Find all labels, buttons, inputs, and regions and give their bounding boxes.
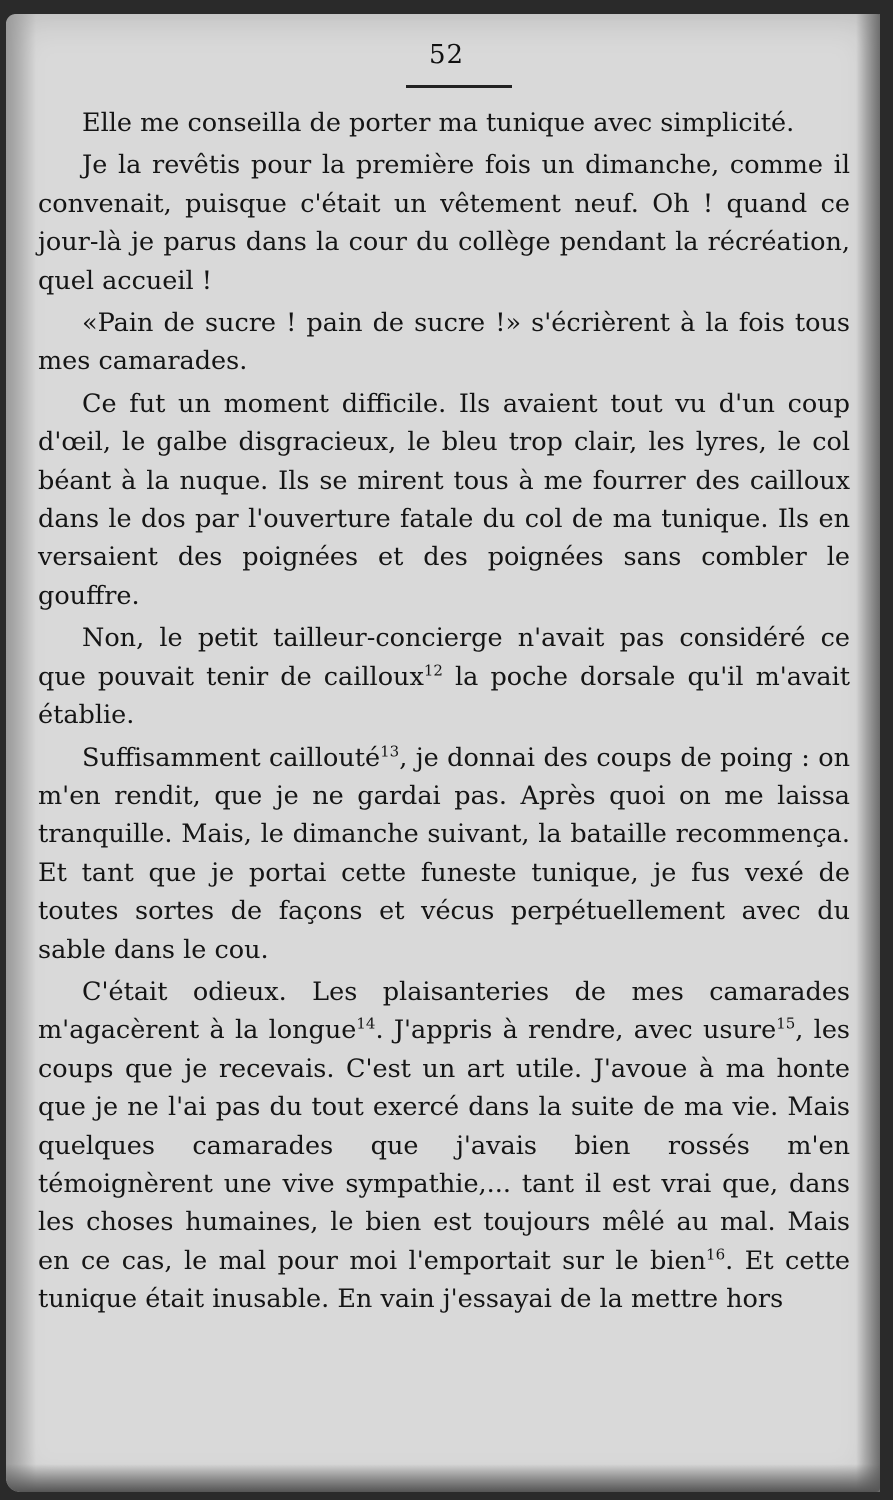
footnote-marker: 16 <box>706 1245 726 1264</box>
header-rule <box>406 85 512 88</box>
paragraph <box>38 973 850 1319</box>
footnote-marker: 14 <box>356 1014 376 1033</box>
paragraph-text: . Et cette tunique était inusable. En vain j'essayai de la mettre hors <box>38 1245 850 1315</box>
paragraph-text: , les coups que je recevais. C'est un art utile. J'avoue à ma honte que je ne l'ai pas du tout exercé dans la suite de ma vie. Mais quelques camarades que j'avais bien rossés m'en témoignèrent une vive sympathie,... tant il est vrai que, dans les choses humaines, le bien est toujours mêlé au mal. Mais en ce cas, le mal pour moi l'emportait sur le bien <box>38 1015 850 1276</box>
paragraph-text: Elle me conseilla de porter ma tunique avec simplicité. <box>82 108 795 138</box>
body-text <box>38 104 850 1323</box>
footnote-marker: 13 <box>380 742 400 760</box>
paragraph-text: Suffisamment caillouté <box>82 742 381 773</box>
page-right-edge <box>856 14 880 1492</box>
paragraph-text: C'était odieux. Les plaisanteries de mes camarades m'agacèrent à la longue <box>38 976 850 1046</box>
footnote-marker: 12 <box>423 661 443 680</box>
paragraph-text: «Pain de sucre ! pain de sucre !» s'écrièrent à la fois tous mes camarades. <box>38 308 850 377</box>
paragraph-text: . J'appris à rendre, avec usure <box>375 1015 777 1046</box>
page-bottom-edge <box>6 1464 880 1492</box>
paragraph <box>38 385 850 615</box>
paragraph-text: Non, le petit tailleur-concierge n'avait pas considéré ce que pouvait tenir de cailloux <box>38 623 850 692</box>
page-gutter-shadow <box>6 14 36 1492</box>
paragraph-text: Je la revêtis pour la première fois un dimanche, comme il convenait, puisque c'était un vêtement neuf. Oh ! quand ce jour-là je parus dans la cour du collège pendant la récréation, quel accueil ! <box>38 150 850 296</box>
paragraph-text: la poche dorsale qu'il m'avait établie. <box>38 661 851 731</box>
paragraph-text: , je donnai des coups de poing : on m'en rendit, que je ne gardai pas. Après quoi on me laissa tranquille. Mais, le dimanche suivant, la bataille recommença. Et tant que je portai cette funeste tunique, je fus vexé de toutes sortes de façons et vécus perpétuellement avec du sable dans le cou. <box>38 742 851 965</box>
paragraph <box>38 739 850 969</box>
paragraph <box>38 146 850 300</box>
paragraph <box>38 104 850 142</box>
paragraph-text: Ce fut un moment difficile. Ils avaient tout vu d'un coup d'œil, le galbe disgracieux, le bleu trop clair, les lyres, le col béant à la nuque. Ils se mirent tous à me fourrer des cailloux dans le dos par l'ouverture fatale du col de ma tunique. Ils en versaient des poignées et des poignées sans combler le gouffre. <box>38 388 850 611</box>
page-number: 52 <box>428 40 465 70</box>
paragraph <box>38 619 850 734</box>
footnote-marker: 15 <box>776 1014 796 1033</box>
paragraph <box>38 304 850 381</box>
